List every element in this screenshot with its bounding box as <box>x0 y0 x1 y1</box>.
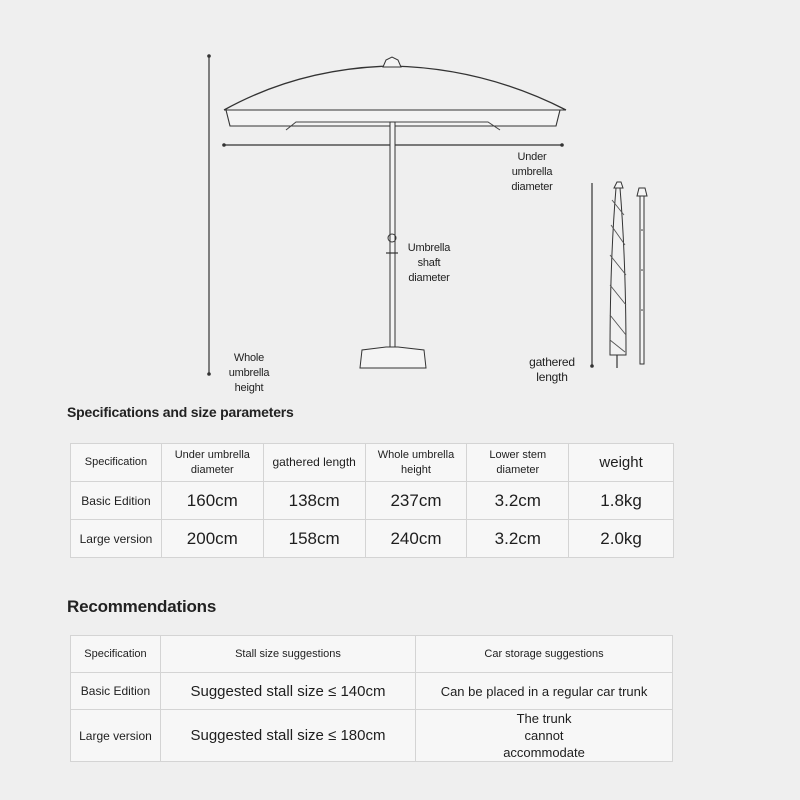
table-cell: 2.0kg <box>569 520 674 558</box>
table-cell: Can be placed in a regular car trunk <box>416 673 673 710</box>
row-label: Basic Edition <box>71 673 161 710</box>
label-whole-height: Whole umbrella height <box>228 352 270 394</box>
header-cell: Car storage suggestions <box>416 636 673 673</box>
header-cell: Specification <box>71 444 162 482</box>
table-header-row <box>71 444 674 482</box>
header-cell: weight <box>569 444 674 482</box>
label-under-diameter: Under umbrella diameter <box>511 151 553 193</box>
table-row <box>71 482 674 520</box>
table-cell: Suggested stall size ≤ 180cm <box>160 710 415 762</box>
row-label: Large version <box>71 710 161 762</box>
specs-table <box>70 443 674 558</box>
header-cell: Lower stem diameter <box>467 444 569 482</box>
table-row <box>71 710 673 762</box>
row-label: Basic Edition <box>71 482 162 520</box>
umbrella-diagram <box>0 0 800 394</box>
header-cell: gathered length <box>263 444 365 482</box>
umbrella-drawing <box>0 0 800 390</box>
table-cell: 158cm <box>263 520 365 558</box>
table-row <box>71 673 673 710</box>
table-cell: 3.2cm <box>467 520 569 558</box>
recommendations-title: Recommendations <box>67 597 217 616</box>
table-cell: Suggested stall size ≤ 140cm <box>160 673 415 710</box>
table-cell: 240cm <box>365 520 467 558</box>
header-cell: Specification <box>71 636 161 673</box>
label-shaft-diameter: Umbrella shaft diameter <box>407 242 451 284</box>
table-cell: 1.8kg <box>569 482 674 520</box>
label-gathered-length: gathered length <box>529 355 575 384</box>
header-cell: Whole umbrella height <box>365 444 467 482</box>
table-cell: The trunk cannot accommodate <box>416 710 673 762</box>
table-header-row <box>71 636 673 673</box>
recommendations-table <box>70 635 673 762</box>
header-cell: Stall size suggestions <box>160 636 415 673</box>
table-cell: 200cm <box>161 520 263 558</box>
row-label: Large version <box>71 520 162 558</box>
table-cell: 138cm <box>263 482 365 520</box>
table-cell: 160cm <box>161 482 263 520</box>
table-row <box>71 520 674 558</box>
table-cell: 3.2cm <box>467 482 569 520</box>
specs-title: Specifications and size parameters <box>67 404 294 420</box>
header-cell: Under umbrella diameter <box>161 444 263 482</box>
table-cell: 237cm <box>365 482 467 520</box>
